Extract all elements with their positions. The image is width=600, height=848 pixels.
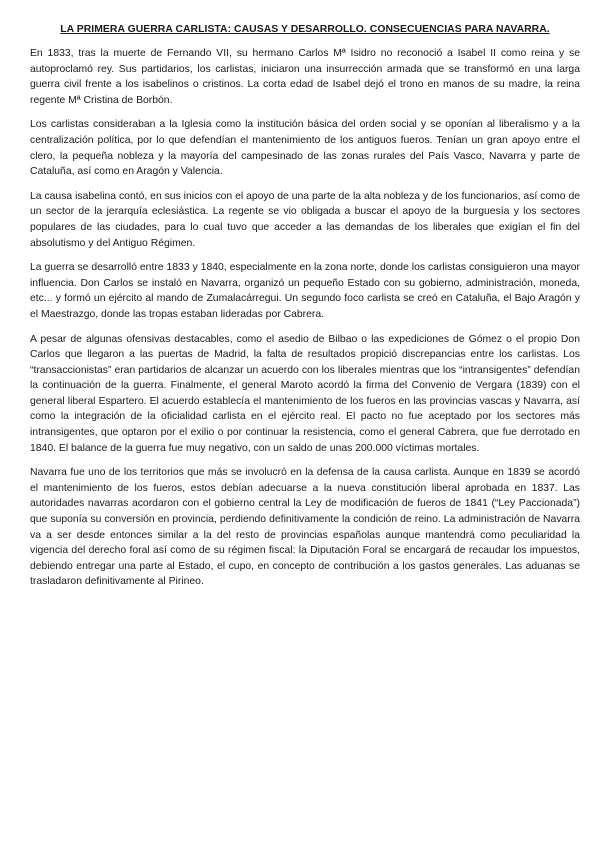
paragraph-1: En 1833, tras la muerte de Fernando VII, su hermano Carlos Mª Isidro no reconoció a Isabel II como reina y se autoproclamó rey. Sus partidarios, los carlistas, iniciaron una insurrección armada que se transformó en una larga guerra civil frente a los isabelinos o cristinos. La corta edad de Isabel dejó el trono en manos de su madre, la reina regente Mª Cristina de Borbón. xyxy=(30,48,580,106)
paragraph-4: La guerra se desarrolló entre 1833 y 1840, especialmente en la zona norte, donde los carlistas consiguieron una mayor influencia. Don Carlos se instaló en Navarra, organizó un pequeño Estado con su gobierno, administración, moneda, etc... y formó un ejército al mando de Zumalacárregui. Un segundo foco carlista se creó en Cataluña, el Bajo Aragón y el Maestrazgo, donde las tropas estaban lideradas por Cabrera. xyxy=(30,262,580,320)
paragraph-5: A pesar de algunas ofensivas destacables, como el asedio de Bilbao o las expediciones de Gómez o el propio Don Carlos que llegaron a las puertas de Madrid, la falta de resultados propició discrepancias entre los carlistas. Los “transaccionistas” eran partidarios de alcanzar un acuerdo con los liberales mientras que los “intransigentes” defendían la continuación de la guerra. Finalmente, el general Maroto acordó la firma del Convenio de Vergara (1839) con el general liberal Espartero. El acuerdo establecía el mantenimiento de los fueros en las provincias vascas y Navarra, así como la integración de la oficialidad carlista en el ejército real. El pacto no fue aceptado por los sectores más intransigentes, que optaron por el exilio o por continuar la resistencia, como el general Cabrera, que fue derrotado en 1840. El balance de la guerra fue muy negativo, con un saldo de unas 200.000 víctimas mortales. xyxy=(30,333,580,454)
paragraph-2: Los carlistas consideraban a la Iglesia como la institución básica del orden social y se oponían al liberalismo y a la centralización política, por lo que defendían el mantenimiento de los antiguos fueros. Tenían un gran apoyo entre el clero, la pequeña nobleza y la mayoría del campesinado de las zonas rurales del País Vasco, Navarra y parte de Cataluña, así como en Aragón y Valencia. xyxy=(30,119,580,178)
paragraph-3: La causa isabelina contó, en sus inicios con el apoyo de una parte de la alta nobleza y de los funcionarios, así como de un sector de la jerarquía eclesiástica. La regente se vio obligada a buscar el apoyo de la burguesía y los sectores populares de las ciudades, para lo cual tuvo que acceder a las demandas de los liberales que exigían el fin del absolutismo y del Antiguo Régimen. xyxy=(30,190,580,249)
document-page xyxy=(30,24,580,599)
document-title: LA PRIMERA GUERRA CARLISTA: CAUSAS Y DESARROLLO. CONSECUENCIAS PARA NAVARRA. xyxy=(60,24,550,35)
paragraph-6: Navarra fue uno de los territorios que más se involucró en la defensa de la causa carlista. Aunque en 1839 se acordó el mantenimiento de los fueros, estos debían adecuarse a la nueva constitución liberal aprobada en 1837. Las autoridades navarras acordaron con el gobierno central la Ley de modificación de fueros de 1841 (“Ley Paccionada”) que suponía su conversión en provincia, perdiendo definitivamente la condición de reino. La administración de Navarra va a ser desde entonces similar a la del resto de provincias españolas aunque mantendrá como peculiaridad la vigencia del derecho foral así como de su régimen fiscal: la Diputación Foral se encargará de recaudar los impuestos, debiendo entregar una parte al Estado, el cupo, en concepto de contribución a los gastos generales. Las aduanas se trasladaron definitivamente al Pirineo. xyxy=(30,467,580,588)
